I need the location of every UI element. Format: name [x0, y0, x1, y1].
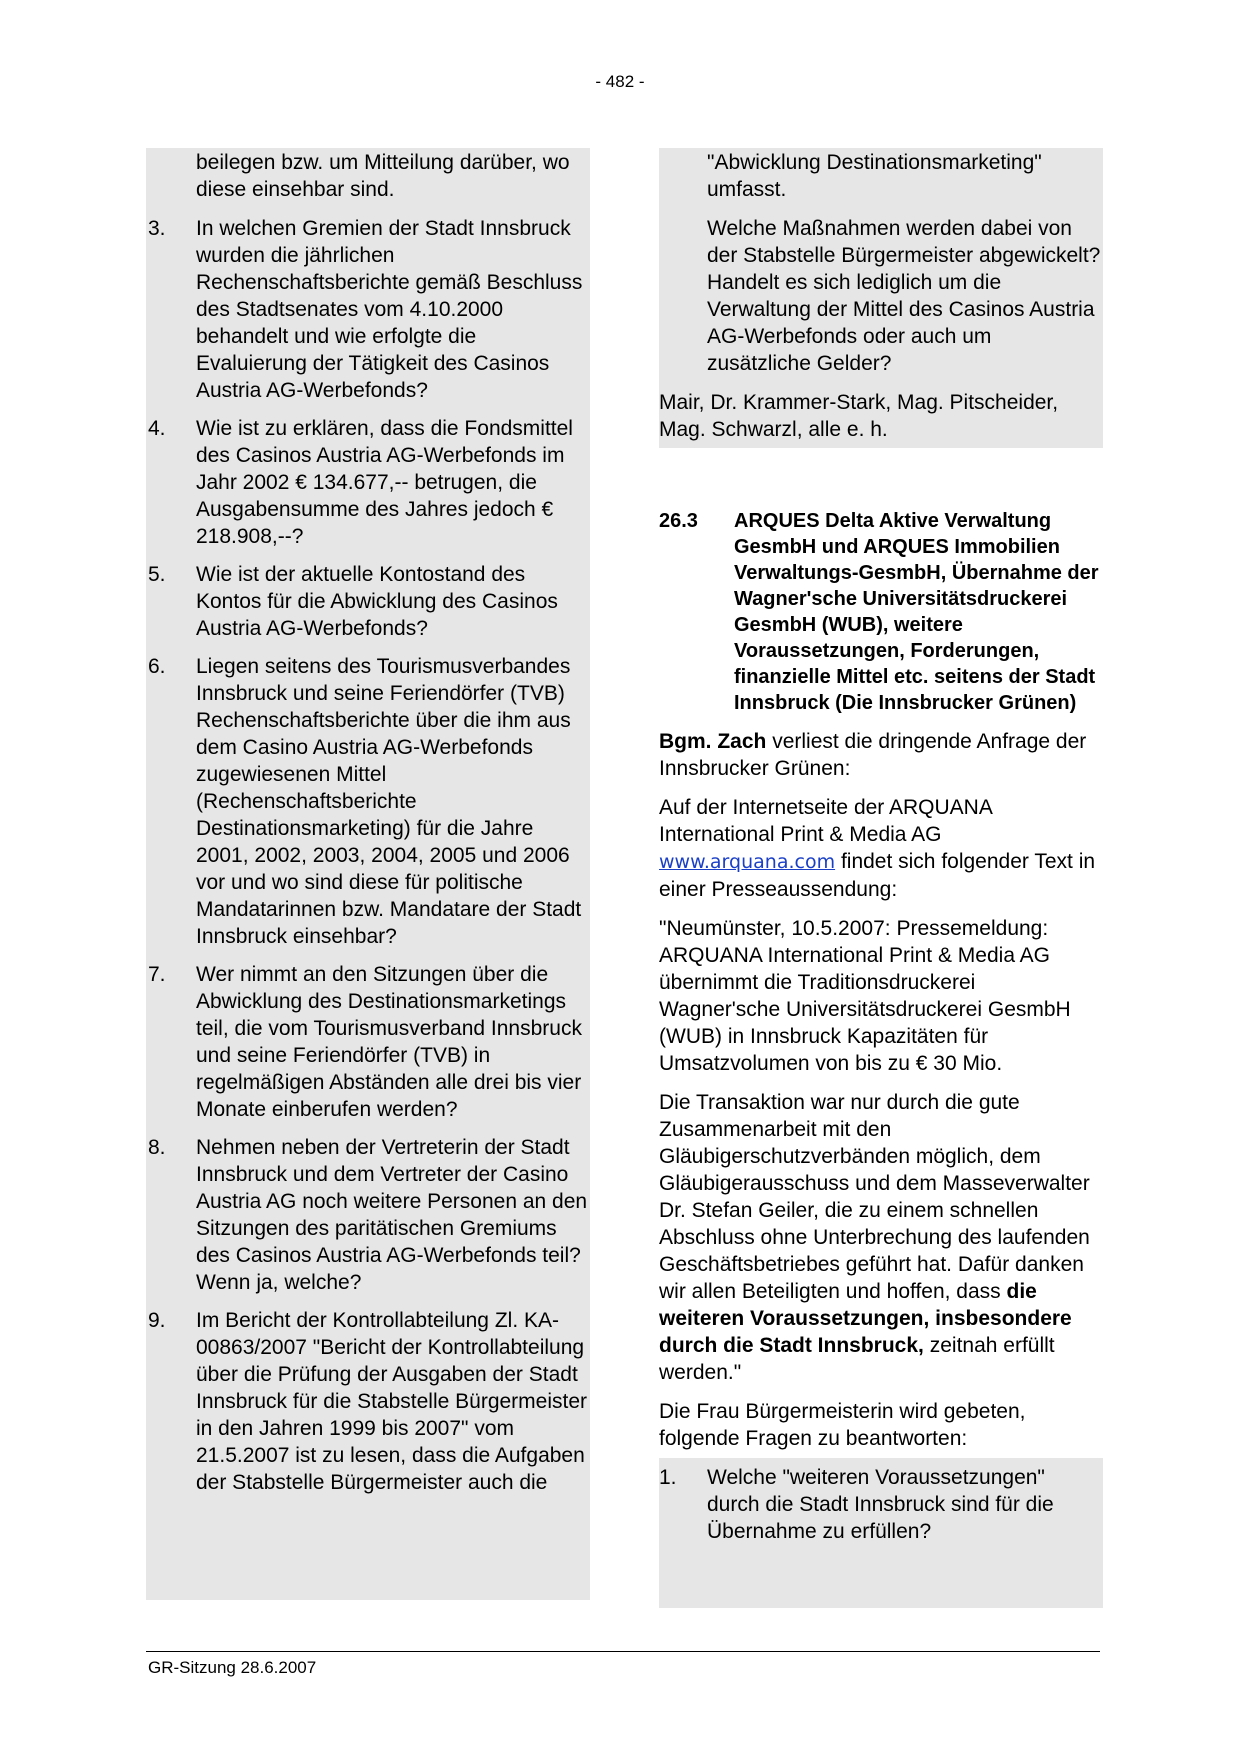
list-item	[148, 653, 588, 950]
item-number: 9.	[148, 1309, 166, 1332]
intro-paragraph	[659, 728, 1101, 782]
item-number: 7.	[148, 963, 166, 986]
speaker-name: Bgm. Zach	[659, 730, 767, 753]
list-item	[148, 961, 588, 1123]
source-text-before: Auf der Internetseite der ARQUANA International Print & Media AG	[659, 796, 992, 846]
item-number: 8.	[148, 1136, 166, 1159]
press-quote-paragraph: "Neumünster, 10.5.2007: Pressemeldung: ARQUANA International Print & Media AG übernimmt die Traditionsdruckerei Wagner'sche Universitätsdruckerei GesmbH (WUB) in Innsbruck Kapazitäten für Umsatzvolumen von bis zu € 30 Mio.	[659, 917, 1071, 1075]
quote-text-start: Die Transaktion war nur durch die gute Zusammenarbeit mit den Gläubigerschutzverbänden möglich, dem Gläubigerausschuss und dem Masseverwalter Dr. Stefan Geiler, die zu einem schnellen Abschluss ohne Unterbrechung des laufenden Geschäftsbetriebes geführt hat. Dafür danken wir allen Beteiligten und hoffen, dass	[659, 1091, 1090, 1303]
list-item	[148, 561, 588, 642]
item-number: 4.	[148, 417, 166, 440]
list-item	[659, 1464, 1101, 1545]
quote-text-bold: die weiteren Voraussetzungen, insbesondere durch die Stadt Innsbruck,	[659, 1280, 1072, 1357]
continuation-text: "Abwicklung Destinationsmarketing" umfasst.	[707, 151, 1042, 201]
footer-divider	[146, 1651, 1100, 1652]
request-text: Die Frau Bürgermeisterin wird gebeten, folgende Fragen zu beantworten:	[659, 1400, 1026, 1450]
section-heading	[659, 508, 1101, 716]
quote-text-end: zeitnah erfüllt werden."	[659, 1334, 1055, 1384]
item-text: Nehmen neben der Vertreterin der Stadt Innsbruck und dem Vertreter der Casino Austria AG noch weitere Personen an den Sitzungen des paritätischen Gremiums des Casinos Austria AG-Werbefonds teil? Wenn ja, welche?	[196, 1136, 588, 1294]
page-number: - 482 -	[595, 72, 645, 91]
item-text: In welchen Gremien der Stadt Innsbruck wurden die jährlichen Rechenschaftsberichte gemäß Beschluss des Stadtsenates vom 4.10.2000 behandelt und wie erfolgte die Evaluierung der Tätigkeit des Casinos Austria AG-Werbefonds?	[196, 217, 583, 402]
left-column	[148, 149, 588, 1496]
item-number: 6.	[148, 655, 166, 678]
item-text: Wer nimmt an den Sitzungen über die Abwicklung des Destinationsmarketings teil, die vom Tourismusverband Innsbruck und seine Feriendörfer (TVB) in regelmäßigen Abständen alle drei bis vier Monate einberufen werden?	[196, 963, 582, 1121]
item-text: Im Bericht der Kontrollabteilung Zl. KA-00863/2007 "Bericht der Kontrollabteilung über die Prüfung der Ausgaben der Stadt Innsbruck für die Stabstelle Bürgermeister in den Jahren 1999 bis 2007" vom 21.5.2007 ist zu lesen, dass die Aufgaben der Stabstelle Bürgermeister auch die	[196, 1309, 588, 1494]
right-column	[659, 149, 1101, 1545]
signatories: Mair, Dr. Krammer-Stark, Mag. Pitscheider, Mag. Schwarzl, alle e. h.	[659, 391, 1059, 441]
press-quote-continuation	[659, 1089, 1101, 1386]
item-text: Wie ist zu erklären, dass die Fondsmittel des Casinos Austria AG-Werbefonds im Jahr 2002 € 134.677,-- betrugen, die Ausgabensumme des Jahres jedoch € 218.908,--?	[196, 417, 573, 548]
question-text: Welche Maßnahmen werden dabei von der Stabstelle Bürgermeister abgewickelt? Handelt es sich lediglich um die Verwaltung der Mittel des Casinos Austria AG-Werbefonds oder auch um zusätzliche Gelder?	[707, 217, 1101, 375]
section-title: ARQUES Delta Aktive Verwaltung GesmbH und ARQUES Immobilien Verwaltungs-GesmbH, Übernahme der Wagner'sche Universitätsdruckerei GesmbH (WUB), weitere Voraussetzungen, Forderungen, finanzielle Mittel etc. seitens der Stadt Innsbruck (Die Innsbrucker Grünen)	[734, 510, 1099, 714]
item-text: Wie ist der aktuelle Kontostand des Kontos für die Abwicklung des Casinos Austria AG-Werbefonds?	[196, 563, 558, 640]
list-item	[148, 215, 588, 404]
source-text-after: findet sich folgender Text in einer Presseaussendung:	[659, 850, 1096, 901]
item-number: 1.	[659, 1466, 677, 1489]
list-item	[148, 1307, 588, 1496]
arquana-link[interactable]: www.arquana.com	[659, 851, 836, 873]
item-text: Liegen seitens des Tourismusverbandes Innsbruck und seine Feriendörfer (TVB) Rechenschaftsberichte über die ihm aus dem Casino Austria AG-Werbefonds zugewiesenen Mittel (Rechenschaftsberichte Destinationsmarketing) für die Jahre 2001, 2002, 2003, 2004, 2005 und 2006 vor und wo sind diese für politische Mandatarinnen bzw. Mandatare der Stadt Innsbruck einsehbar?	[196, 655, 582, 948]
footer-text: GR-Sitzung 28.6.2007	[148, 1658, 317, 1677]
source-paragraph	[659, 794, 1101, 903]
list-item	[148, 415, 588, 550]
intro-text: verliest die dringende Anfrage der Innsbrucker Grünen:	[659, 730, 1087, 780]
item-text: Welche "weiteren Voraussetzungen" durch die Stadt Innsbruck sind für die Übernahme zu erfüllen?	[707, 1466, 1054, 1543]
item-number: 5.	[148, 563, 166, 586]
section-number: 26.3	[659, 510, 698, 532]
list-item	[148, 1134, 588, 1296]
item-number: 3.	[148, 217, 166, 240]
continuation-text: beilegen bzw. um Mitteilung darüber, wo diese einsehbar sind.	[196, 151, 570, 201]
